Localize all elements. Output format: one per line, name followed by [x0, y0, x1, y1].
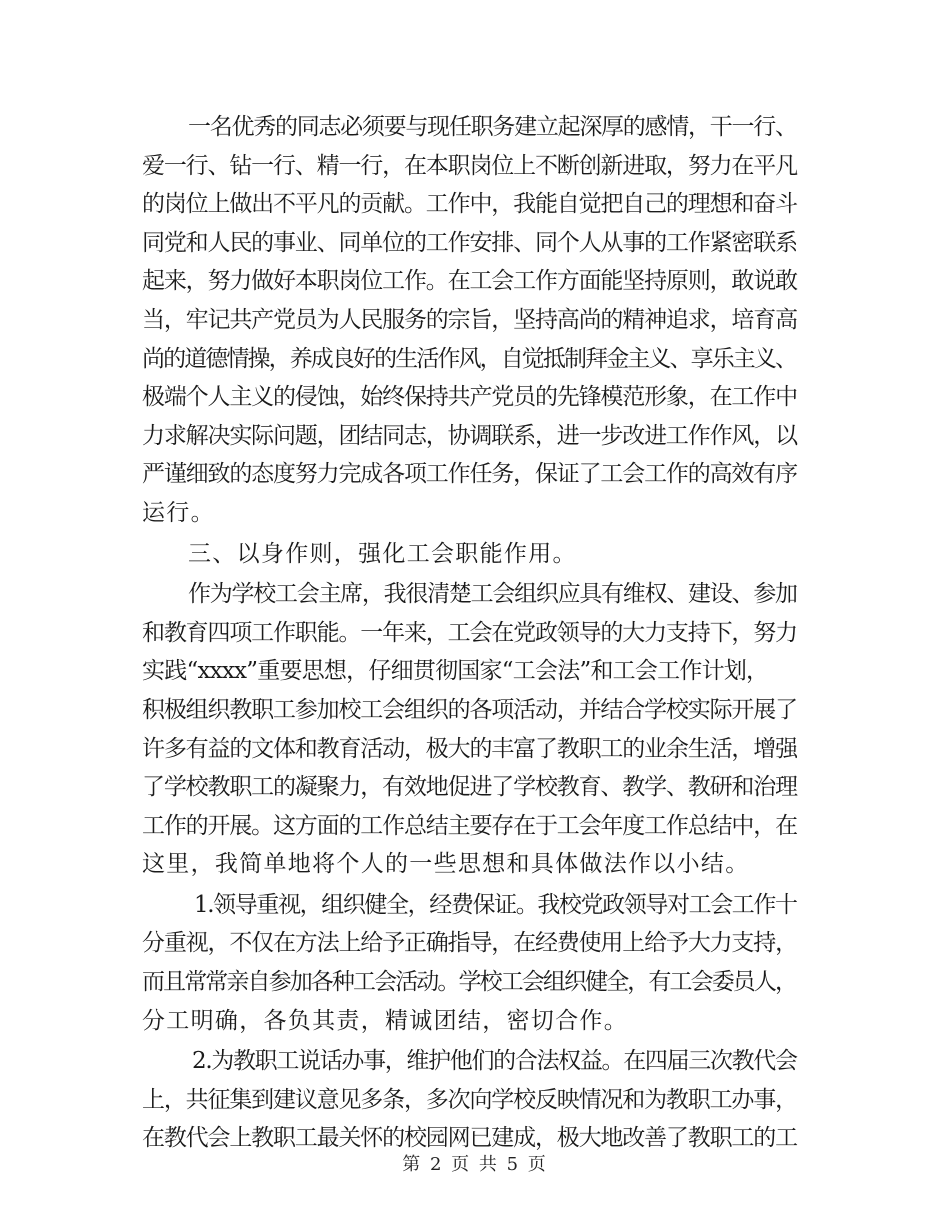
- page-footer: 第 2 页 共 5 页: [402, 1154, 548, 1175]
- text-line: 在教代会上教职工最关怀的校园网已建成，极大地改善了教职工的工: [142, 1125, 797, 1152]
- text-line: 一名优秀的同志必须要与现任职务建立起深厚的感情，干一行、: [188, 114, 797, 140]
- text-line: 上，共征集到建议意见多条，多次向学校反映情况和为教职工办事，: [142, 1086, 797, 1113]
- text-line: 严谨细致的态度努力完成各项工作任务，保证了工会工作的高效有序: [142, 461, 797, 488]
- text-line: 而且常常亲自参加各种工会活动。学校工会组织健全，有工会委员人，: [142, 969, 797, 996]
- text-line: 许多有益的文体和教育活动，极大的丰富了教职工的业余生活，增强: [142, 735, 797, 762]
- text-line: 同党和人民的事业、同单位的工作安排、同个人从事的工作紧密联系: [142, 229, 797, 256]
- text-line: 分重视，不仅在方法上给予正确指导，在经费使用上给予大力支持，: [142, 930, 797, 957]
- text-line: 力求解决实际问题，团结同志，协调联系，进一步改进工作作风，以: [142, 422, 797, 449]
- text-line: 起来，努力做好本职岗位工作。在工会工作方面能坚持原则，敢说敢: [142, 268, 797, 295]
- text-line: 尚的道德情操，养成良好的生活作风，自觉抵制拜金主义、享乐主义、: [142, 345, 797, 372]
- text-line: 积极组织教职工参加校工会组织的各项活动，并结合学校实际开展了: [142, 696, 797, 723]
- text-line: 爱一行、钻一行、精一行，在本职岗位上不断创新进取，努力在平凡: [142, 152, 797, 179]
- text-line: 这里，我简单地将个人的一些思想和具体做法作以小结。: [142, 851, 750, 878]
- text-line: 三、以身作则，强化工会职能作用。: [188, 540, 577, 567]
- text-line: 1.领导重视，组织健全，经费保证。我校党政领导对工会工作十: [194, 891, 797, 918]
- document-body: [142, 108, 822, 1158]
- text-line: 了学校教职工的凝聚力，有效地促进了学校教育、教学、教研和治理: [142, 774, 797, 801]
- text-line: 和教育四项工作职能。一年来，工会在党政领导的大力支持下，努力: [142, 619, 797, 646]
- text-line: 作为学校工会主席，我很清楚工会组织应具有维权、建设、参加: [188, 581, 797, 608]
- text-line: 2.为教职工说话办事，维护他们的合法权益。在四届三次教代会: [192, 1048, 797, 1075]
- text-line: 极端个人主义的侵蚀，始终保持共产党员的先锋模范形象，在工作中: [142, 384, 797, 411]
- text-line: 当，牢记共产党员为人民服务的宗旨，坚持高尚的精神追求，培育高: [142, 306, 797, 333]
- text-line: 工作的开展。这方面的工作总结主要存在于工会年度工作总结中，在: [142, 812, 797, 839]
- text-line: 运行。: [142, 499, 215, 526]
- text-line: 实践“xxxx”重要思想，仔细贯彻国家“工会法”和工会工作计划，: [142, 658, 769, 685]
- text-line: 的岗位上做出不平凡的贡献。工作中，我能自觉把自己的理想和奋斗: [142, 191, 797, 218]
- text-line: 分工明确，各负其责，精诚团结，密切合作。: [142, 1007, 628, 1034]
